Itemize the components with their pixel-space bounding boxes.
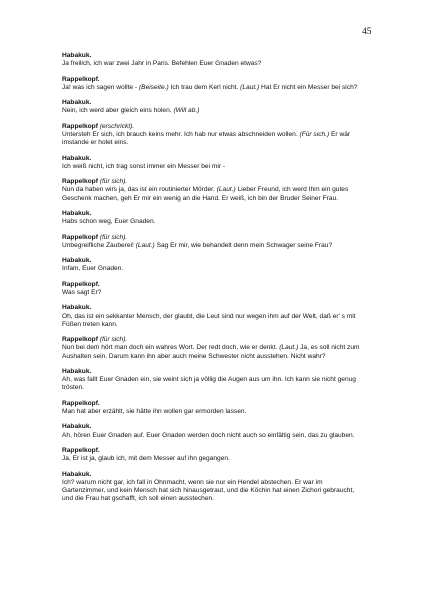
speech-text: Nun bei dem hört man doch ein wahres Wort. Der redt doch, wie er denkt. xyxy=(62,344,280,352)
speech-text: Hat Er nicht ein Messer bei sich? xyxy=(259,83,358,91)
speaker-name xyxy=(62,471,384,479)
dialogue-line xyxy=(62,242,384,250)
speaker-label: Habakuk. xyxy=(62,304,92,312)
dialogue-line xyxy=(62,495,384,503)
speaker-name xyxy=(62,400,384,408)
speaker-label: Rappelkopf xyxy=(62,178,98,186)
speaker-label: Habakuk. xyxy=(62,52,92,59)
speech-text: Sag Er mir, wie behandelt denn mein Schwager seine Frau? xyxy=(154,241,333,249)
dialogue-line xyxy=(62,344,384,352)
speech-text: Man hat aber erzählt, sie hätte ihn wollen gar ermorden lassen. xyxy=(62,407,247,415)
dialogue-block xyxy=(62,368,384,393)
speech-text: Ah, was fallt Euer Gnaden ein, sie weint sich ja völlig die Augen aus um ihn. Ich kann sie nicht genug xyxy=(62,376,356,384)
inline-stage-direction: (Laut.) xyxy=(240,83,260,91)
speaker-label: Habakuk. xyxy=(62,470,92,478)
dialogue-block xyxy=(62,155,384,171)
dialogue-block xyxy=(62,447,384,463)
speech-text: Ich trau dem Kerl nicht. xyxy=(168,83,241,91)
dialogue-line xyxy=(62,218,384,226)
speech-text: Nun da haben wirs ja, das ist ein routinierter Mörder. xyxy=(62,186,217,194)
speech-text: Habs schon weg, Euer Gnaden. xyxy=(62,218,156,226)
speech-text: Ja! was ich sagen wollte - xyxy=(62,83,139,91)
dialogue-line xyxy=(62,353,384,361)
dialogue-block xyxy=(62,210,384,226)
speaker-name xyxy=(62,304,384,312)
dialogue-block xyxy=(62,178,384,203)
speaker-label: Rappelkopf. xyxy=(62,280,100,288)
speech-text: Ja, Er ist ja, glaub ich, mit dem Messer auf ihn gegangen. xyxy=(62,455,230,463)
dialogue-line xyxy=(62,139,384,147)
speech-text: Infam, Euer Gnaden. xyxy=(62,265,124,273)
speaker-name xyxy=(62,52,384,60)
dialogue-block xyxy=(62,471,384,504)
inline-stage-direction: (Laut.) xyxy=(135,241,155,249)
speaker-label: Rappelkopf. xyxy=(62,399,100,407)
dialogue-line xyxy=(62,455,384,463)
dialogue-line xyxy=(62,432,384,440)
speech-text: Geschenk machen, geh Er mir ein wenig an die Hand. Er weiß, ich bin der Bruder Seiner Frau. xyxy=(62,194,338,202)
page-number: 45 xyxy=(362,27,372,37)
inline-stage-direction: (Will ab.) xyxy=(173,107,200,115)
speech-text: und die Frau hat gschafft, ich soll einen ausstechen. xyxy=(62,495,214,503)
stage-direction: (für sich). xyxy=(99,233,128,241)
inline-stage-direction: (Laut.) xyxy=(216,186,236,194)
dialogue-line xyxy=(62,313,384,321)
speaker-label: Habakuk. xyxy=(62,154,92,162)
dialogue-block xyxy=(62,423,384,439)
dialogue-line xyxy=(62,408,384,416)
speech-text: Ich? warum nicht gar, ich fall in Ohnmacht, wenn sie nur ein Hendel abstechen. Er war im xyxy=(62,478,323,486)
speaker-label: Rappelkopf. xyxy=(62,75,100,83)
dialogue-line xyxy=(62,265,384,273)
stage-direction: (erschrickt). xyxy=(99,122,135,130)
dialogue-line xyxy=(62,487,384,495)
speaker-name xyxy=(62,155,384,163)
speaker-name xyxy=(62,368,384,376)
dialogue-line xyxy=(62,384,384,392)
dialogue-block xyxy=(62,52,384,68)
speaker-label: Rappelkopf xyxy=(62,336,98,344)
dialogue-line xyxy=(62,163,384,171)
speech-text: Er wär xyxy=(329,130,351,138)
dialogue-line xyxy=(62,60,384,68)
speaker-label: Rappelkopf. xyxy=(62,446,100,454)
dialogue-line xyxy=(62,289,384,297)
speaker-name xyxy=(62,210,384,218)
dialogue-line xyxy=(62,84,384,92)
dialogue-line xyxy=(62,195,384,203)
stage-direction: (für sich). xyxy=(99,336,128,344)
speech-text: Unbegreifliche Zauberei! xyxy=(62,241,136,249)
speech-text: Nein, ich werd aber gleich eins holen. xyxy=(62,107,174,115)
dialogue-block xyxy=(62,400,384,416)
speaker-name xyxy=(62,336,384,344)
speaker-name xyxy=(62,423,384,431)
speaker-label: Habakuk. xyxy=(62,99,92,107)
dialogue-line xyxy=(62,376,384,384)
speaker-label: Rappelkopf xyxy=(62,122,98,130)
speech-text: trösten. xyxy=(62,384,84,392)
inline-stage-direction: (Beiseite.) xyxy=(138,83,169,91)
dialogue-block xyxy=(62,281,384,297)
speech-text: Ah, hören Euer Gnaden auf. Euer Gnaden werden doch nicht auch so einfältig sein, das zu glauben. xyxy=(62,431,355,439)
speaker-label: Rappelkopf xyxy=(62,233,98,241)
dialogue-line xyxy=(62,479,384,487)
speech-text: Füßen treten kann. xyxy=(62,320,118,328)
speech-text: Gartenzimmer, und kein Mensch hat sich hinausgetraut, und die Köchin hat einen Zichori gebraucht, xyxy=(62,486,355,494)
dialogue-text xyxy=(62,52,384,511)
speaker-name xyxy=(62,234,384,242)
speech-text: Ja, es soll nicht zum xyxy=(298,344,360,352)
inline-stage-direction: (Für sich.) xyxy=(299,130,330,138)
speech-text: Lieber Freund, ich werd Ihm ein gutes xyxy=(235,186,349,194)
dialogue-block xyxy=(62,76,384,92)
speaker-name xyxy=(62,99,384,107)
speech-text: Untersteh Er sich, ich brauch keins mehr. Ich hab nur etwas abschneiden wollen. xyxy=(62,130,300,138)
dialogue-line xyxy=(62,131,384,139)
speaker-label: Habakuk. xyxy=(62,367,92,375)
speech-text: Aushalten sein. Darum kann ihn aber auch meine Schwester nicht ausstehen. Nicht wahr? xyxy=(62,352,326,360)
dialogue-line xyxy=(62,186,384,194)
speaker-name xyxy=(62,76,384,84)
speaker-name xyxy=(62,178,384,186)
dialogue-block xyxy=(62,336,384,361)
speech-text: Was sagt Er? xyxy=(62,288,102,296)
speech-text: Ja freilich, ich war zwei Jahr in Paris. Befehlen Euer Gnaden etwas? xyxy=(62,60,262,68)
dialogue-block xyxy=(62,304,384,329)
speaker-name xyxy=(62,123,384,131)
dialogue-line xyxy=(62,107,384,115)
speech-text: Oh, das ist ein sekkanter Mensch, der glaubt, die Leut sind nur wegen ihm auf der Welt, daß er' s mit xyxy=(62,312,356,320)
dialogue-block xyxy=(62,99,384,115)
speaker-label: Habakuk. xyxy=(62,423,92,431)
dialogue-line xyxy=(62,321,384,329)
speaker-name xyxy=(62,281,384,289)
speech-text: imstande er holet eins. xyxy=(62,139,129,147)
dialogue-block xyxy=(62,257,384,273)
speech-text: Ich weiß nicht, ich trag sonst immer ein Messer bei mir - xyxy=(62,162,226,170)
speaker-name xyxy=(62,447,384,455)
stage-direction: (für sich). xyxy=(99,178,128,186)
inline-stage-direction: (Laut.) xyxy=(279,344,299,352)
dialogue-block xyxy=(62,123,384,148)
dialogue-block xyxy=(62,234,384,250)
speaker-label: Habakuk. xyxy=(62,209,92,217)
speaker-name xyxy=(62,257,384,265)
speaker-label: Habakuk. xyxy=(62,257,92,265)
